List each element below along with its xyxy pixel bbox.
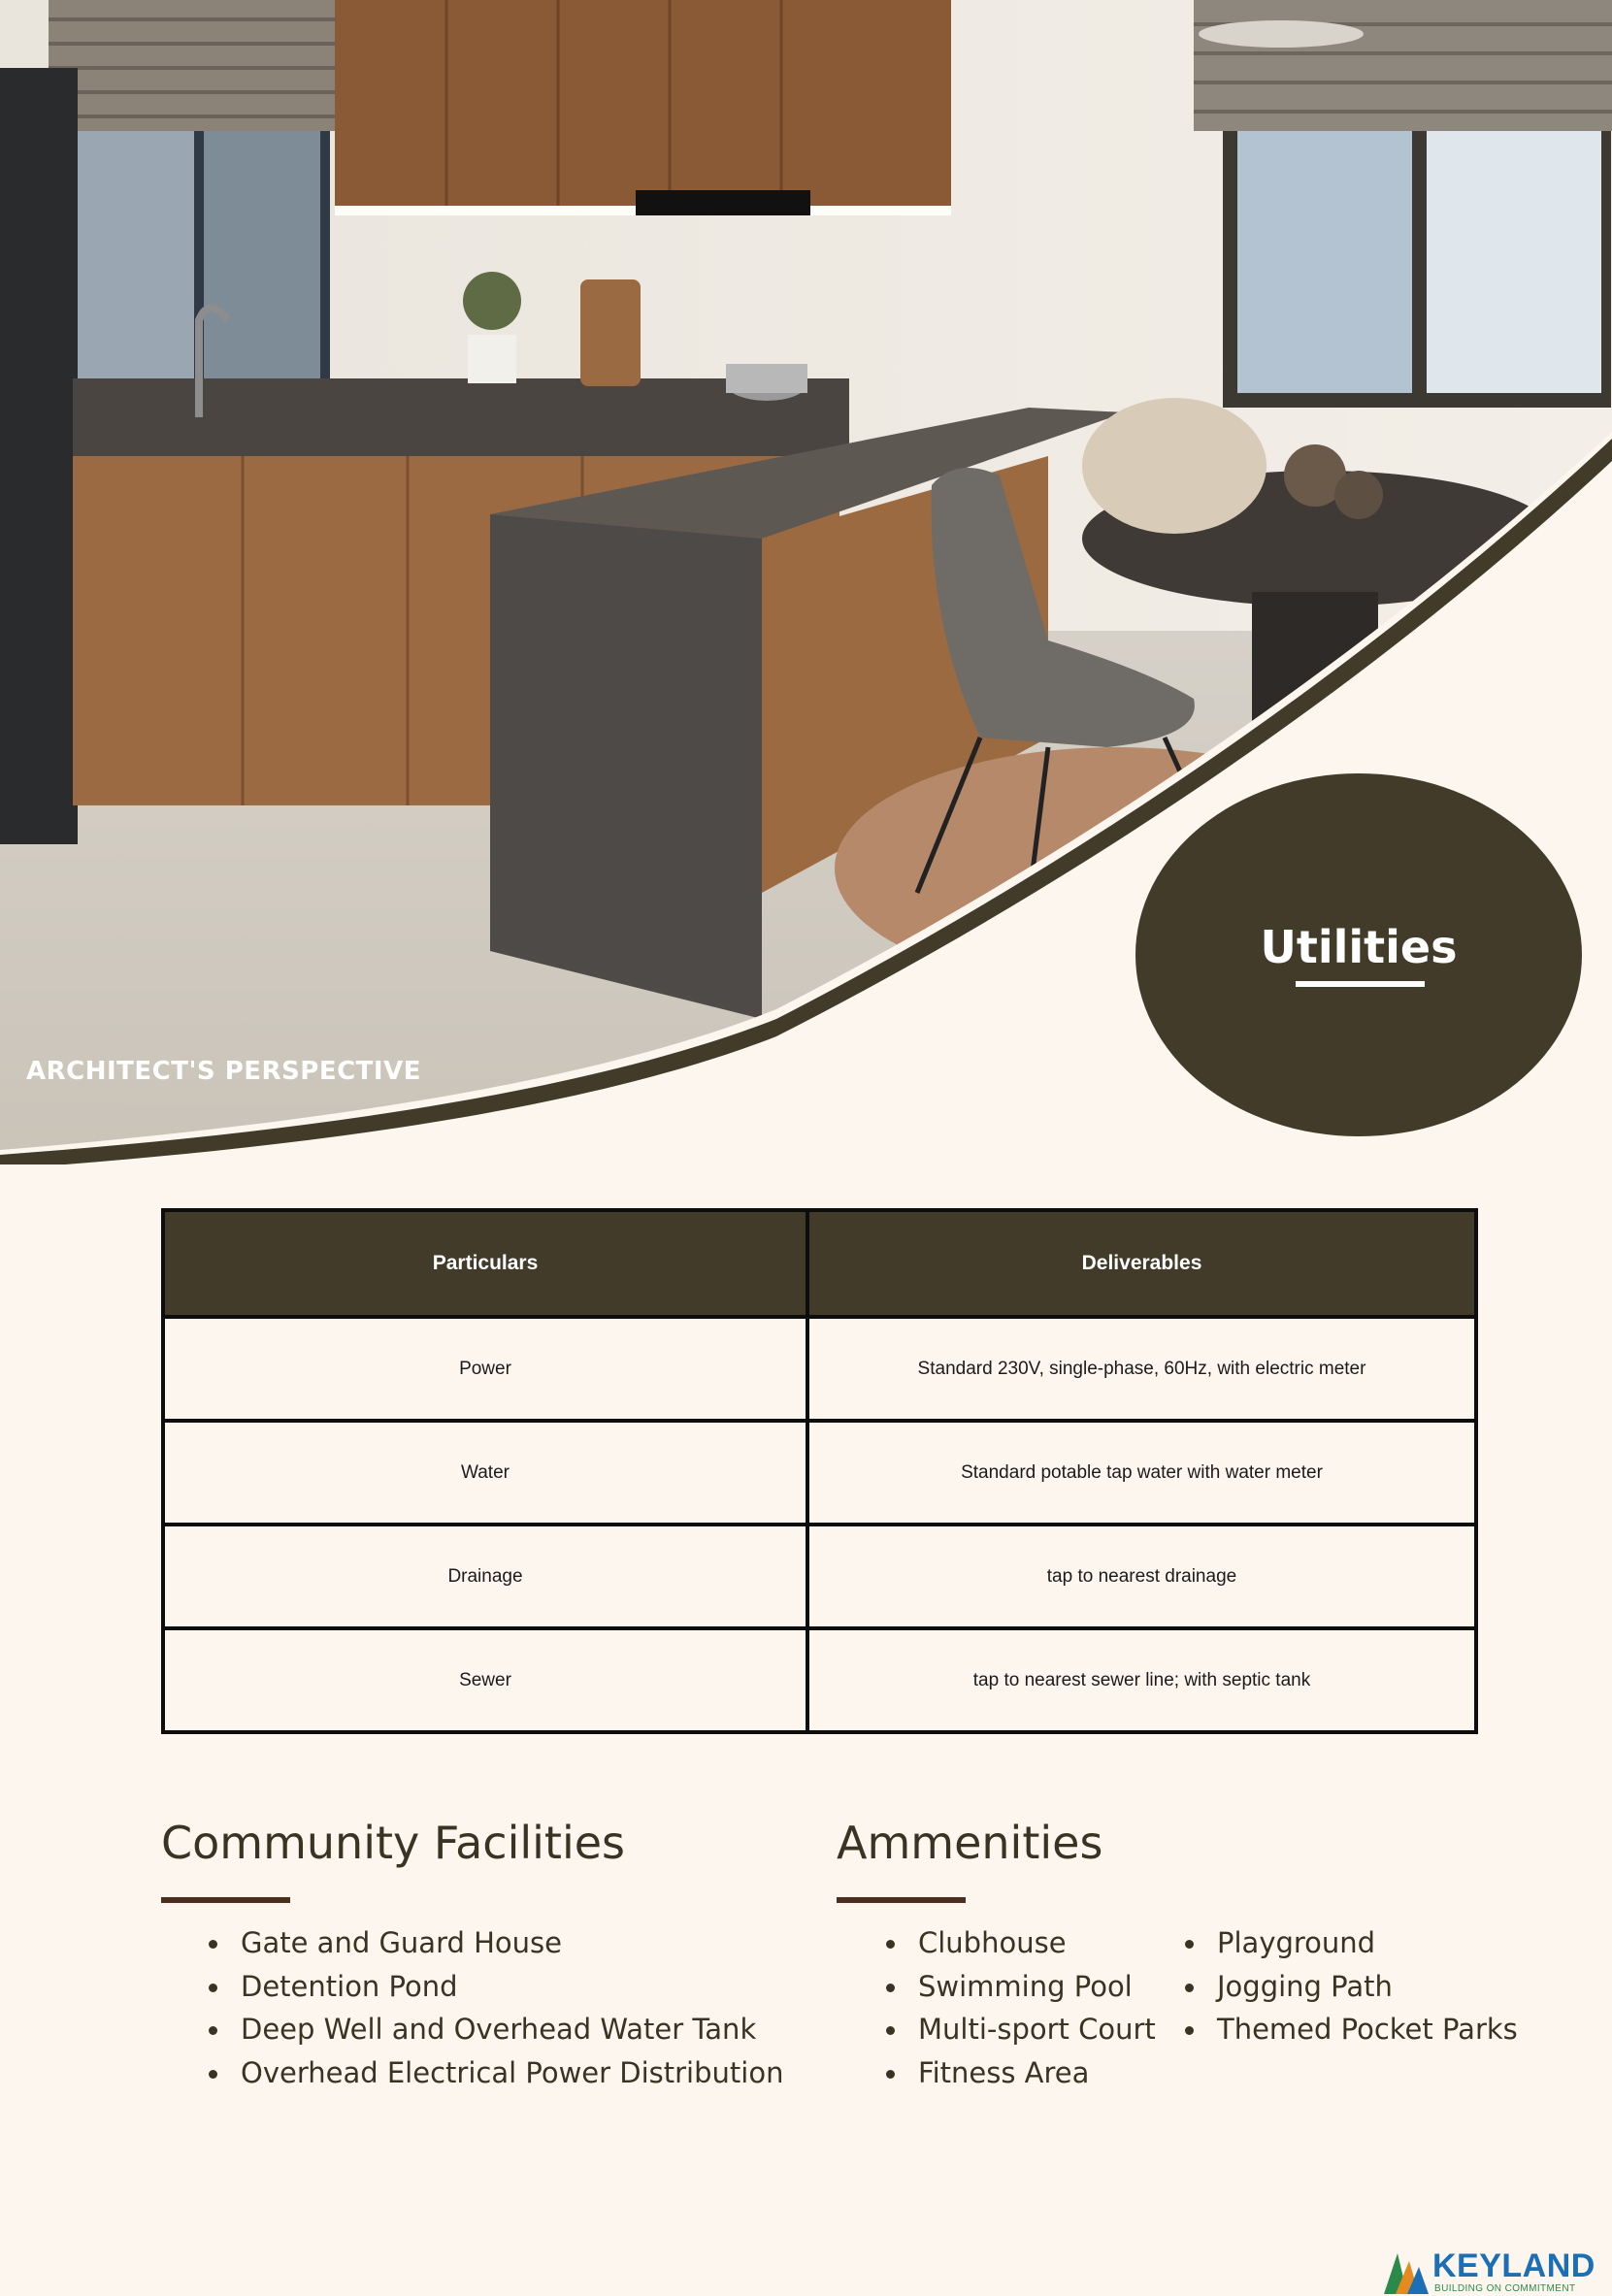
keyland-mark-icon	[1382, 2247, 1431, 2296]
logo-tagline: BUILDING ON COMMITMENT	[1434, 2283, 1576, 2294]
amenities-list-column-2	[1137, 1921, 1518, 2051]
keyland-logo	[1382, 2247, 1596, 2296]
list-item: Jogging Path	[1137, 1965, 1518, 2009]
cell-particular: Sewer	[163, 1628, 807, 1732]
cell-deliverable: Standard 230V, single-phase, 60Hz, with electric meter	[807, 1317, 1476, 1421]
table-header-row	[163, 1210, 1476, 1317]
cell-deliverable: Standard potable tap water with water meter	[807, 1421, 1476, 1525]
community-facilities-rule	[161, 1897, 290, 1903]
table-row	[163, 1317, 1476, 1421]
table-row	[163, 1421, 1476, 1525]
list-item: Fitness Area	[839, 2051, 1156, 2095]
list-item: Detention Pond	[161, 1965, 783, 2009]
logo-name: KEYLAND	[1432, 2247, 1596, 2284]
list-item: Deep Well and Overhead Water Tank	[161, 2008, 783, 2051]
badge-underline	[1296, 981, 1425, 987]
list-item: Playground	[1137, 1921, 1518, 1965]
badge-title: Utilities	[1260, 921, 1458, 973]
amenities-list-column-1	[839, 1921, 1156, 2094]
amenities-title: Ammenities	[837, 1817, 1103, 1869]
cell-deliverable: tap to nearest drainage	[807, 1525, 1476, 1628]
cell-particular: Drainage	[163, 1525, 807, 1628]
architects-perspective-caption: ARCHITECT'S PERSPECTIVE	[26, 1057, 421, 1086]
list-item: Gate and Guard House	[161, 1921, 783, 1965]
list-item: Multi-sport Court	[839, 2008, 1156, 2051]
utilities-table	[161, 1208, 1478, 1734]
list-item: Themed Pocket Parks	[1137, 2008, 1518, 2051]
table-row	[163, 1525, 1476, 1628]
header-particulars: Particulars	[163, 1210, 807, 1317]
header-deliverables: Deliverables	[807, 1210, 1476, 1317]
list-item: Clubhouse	[839, 1921, 1156, 1965]
utilities-badge	[1135, 773, 1582, 1136]
amenities-rule	[837, 1897, 966, 1903]
list-item: Swimming Pool	[839, 1965, 1156, 2009]
community-facilities-title: Community Facilities	[161, 1817, 625, 1869]
cell-particular: Power	[163, 1317, 807, 1421]
cell-deliverable: tap to nearest sewer line; with septic tank	[807, 1628, 1476, 1732]
community-facilities-list	[161, 1921, 783, 2094]
table-row	[163, 1628, 1476, 1732]
cell-particular: Water	[163, 1421, 807, 1525]
list-item: Overhead Electrical Power Distribution	[161, 2051, 783, 2095]
